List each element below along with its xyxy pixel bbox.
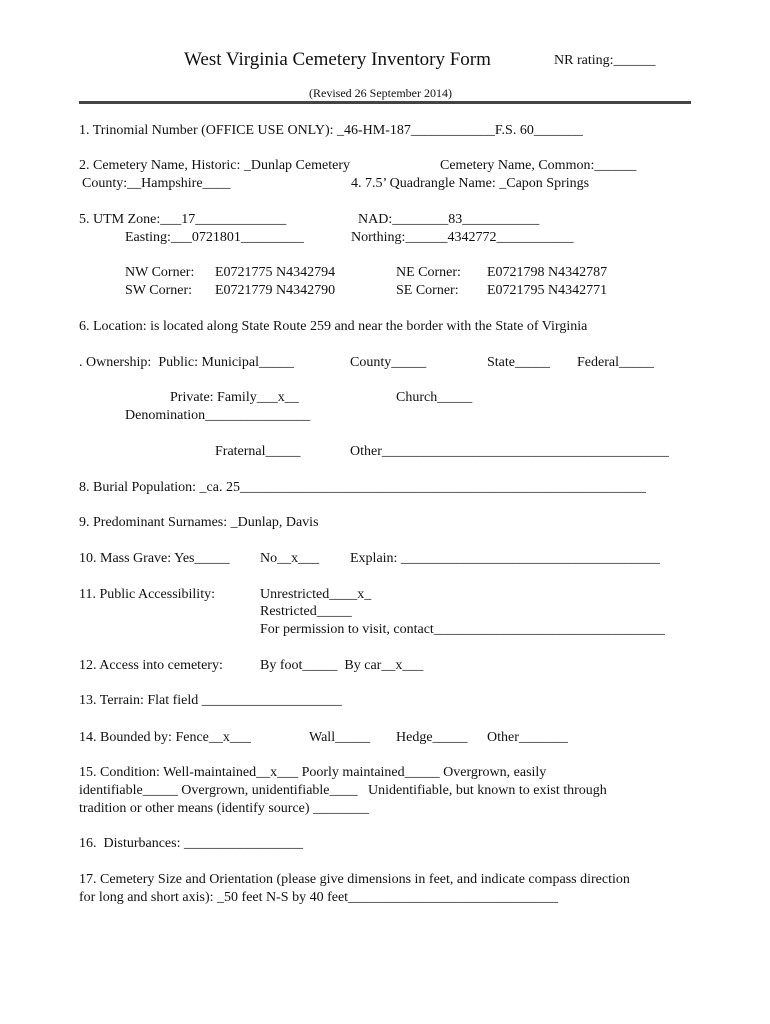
mass-grave-explain: Explain: _____________________________________ — [350, 551, 660, 566]
nr-rating-field: NR rating:______ — [554, 53, 656, 68]
easting-field: Easting:___0721801_________ — [125, 230, 304, 245]
mass-grave-yes: 10. Mass Grave: Yes_____ — [79, 551, 230, 566]
ownership-fraternal: Fraternal_____ — [215, 444, 301, 459]
mass-grave-no: No__x___ — [260, 551, 320, 566]
accessibility-contact: For permission to visit, contact_________________________________ — [260, 622, 665, 637]
sw-corner-value: E0721779 N4342790 — [215, 283, 336, 298]
ne-corner-label: NE Corner: — [396, 265, 461, 280]
ownership-county: County_____ — [350, 355, 427, 370]
header-rule — [79, 101, 691, 104]
nw-corner-value: E0721775 N4342794 — [215, 265, 336, 280]
access-method: By foot_____ By car__x___ — [260, 658, 424, 673]
ownership-public-municipal: . Ownership: Public: Municipal_____ — [79, 355, 295, 370]
condition-line-3: tradition or other means (identify source) ________ — [79, 801, 370, 816]
condition-line-1: 15. Condition: Well-maintained__x___ Poorly maintained_____ Overgrown, easily — [79, 765, 547, 780]
sw-corner-label: SW Corner: — [125, 283, 193, 298]
accessibility-unrestricted: Unrestricted____x_ — [260, 587, 372, 602]
bounded-by-hedge: Hedge_____ — [396, 730, 468, 745]
form-title: West Virginia Cemetery Inventory Form — [184, 49, 491, 70]
cemetery-name-common: Cemetery Name, Common:______ — [440, 158, 637, 173]
ownership-private-family: Private: Family___x__ — [170, 390, 299, 405]
burial-population: 8. Burial Population: _ca. 25__________________________________________________________ — [79, 480, 646, 495]
size-orientation-line-1: 17. Cemetery Size and Orientation (please give dimensions in feet, and indicate compass direction — [79, 872, 630, 887]
ownership-church: Church_____ — [396, 390, 473, 405]
terrain-field: 13. Terrain: Flat field ____________________ — [79, 693, 342, 708]
bounded-by-other: Other_______ — [487, 730, 568, 745]
predominant-surnames: 9. Predominant Surnames: _Dunlap, Davis — [79, 515, 319, 530]
bounded-by-wall: Wall_____ — [309, 730, 371, 745]
revised-date: (Revised 26 September 2014) — [309, 86, 452, 100]
ne-corner-value: E0721798 N4342787 — [487, 265, 608, 280]
location-field: 6. Location: is located along State Route 259 and near the border with the State of Virginia — [79, 319, 588, 334]
nw-corner-label: NW Corner: — [125, 265, 195, 280]
ownership-federal: Federal_____ — [577, 355, 654, 370]
accessibility-restricted: Restricted_____ — [260, 604, 352, 619]
trinomial-number: 1. Trinomial Number (OFFICE USE ONLY): _46-HM-187____________F.S. 60_______ — [79, 123, 583, 138]
disturbances-field: 16. Disturbances: _________________ — [79, 836, 303, 851]
nad-field: NAD:________83___________ — [358, 212, 540, 227]
bounded-by-fence: 14. Bounded by: Fence__x___ — [79, 730, 251, 745]
access-into-cemetery-label: 12. Access into cemetery: — [79, 658, 223, 673]
quadrangle-name: 4. 7.5’ Quadrangle Name: _Capon Springs — [351, 176, 590, 191]
ownership-denomination: Denomination_______________ — [125, 408, 311, 423]
northing-field: Northing:______4342772___________ — [351, 230, 574, 245]
county-field: County:__Hampshire____ — [82, 176, 231, 191]
condition-line-2: identifiable_____ Overgrown, unidentifiable____ Unidentifiable, but known to exist through — [79, 783, 607, 798]
ownership-other: Other_________________________________________ — [350, 444, 669, 459]
cemetery-name-historic: 2. Cemetery Name, Historic: _Dunlap Cemetery — [79, 158, 350, 173]
size-orientation-line-2: for long and short axis): _50 feet N-S by 40 feet______________________________ — [79, 890, 559, 905]
se-corner-label: SE Corner: — [396, 283, 459, 298]
ownership-state: State_____ — [487, 355, 550, 370]
utm-zone: 5. UTM Zone:___17_____________ — [79, 212, 287, 227]
se-corner-value: E0721795 N4342771 — [487, 283, 608, 298]
public-accessibility-label: 11. Public Accessibility: — [79, 587, 215, 602]
